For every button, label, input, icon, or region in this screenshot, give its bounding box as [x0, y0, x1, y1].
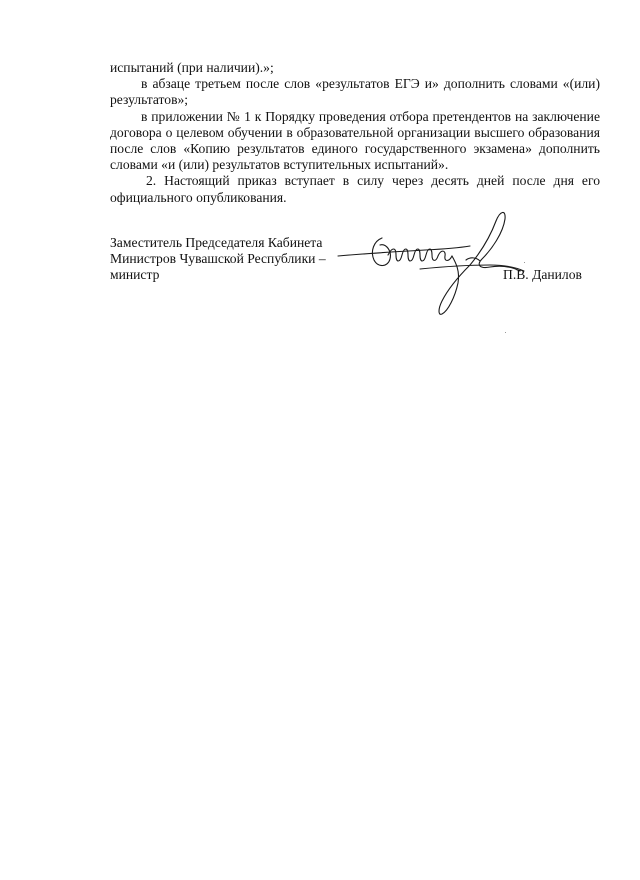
paragraph-amendment-appendix: в приложении № 1 к Порядку проведения отбора претендентов на заключение договора о целевом обучении в образовательной организации высшего образования после слов «Копию результатов единого государственного экзамена» дополнить словами «и (или) результатов вступительных испытаний».	[110, 108, 600, 173]
paragraph-continuation: испытаний (при наличии).»;	[110, 60, 274, 75]
signatory-position-line: Заместитель Председателя Кабинета	[110, 235, 323, 250]
handwritten-signature	[330, 205, 530, 317]
document-body	[110, 60, 600, 206]
signatory-name: П.В. Данилов	[503, 267, 582, 282]
signatory-position-line: министр	[110, 267, 160, 283]
scan-speck	[505, 332, 506, 333]
paragraph-amendment-ege: в абзаце третьем после слов «результатов ЕГЭ и» дополнить словами «(или) результатов»;	[110, 76, 600, 108]
scan-speck	[524, 262, 525, 263]
signatory-position-line: Министров Чувашской Республики –	[110, 251, 326, 267]
signatory-position	[110, 235, 350, 284]
paragraph-effective-date: 2. Настоящий приказ вступает в силу через десять дней после дня его официального опубликования.	[110, 173, 600, 205]
